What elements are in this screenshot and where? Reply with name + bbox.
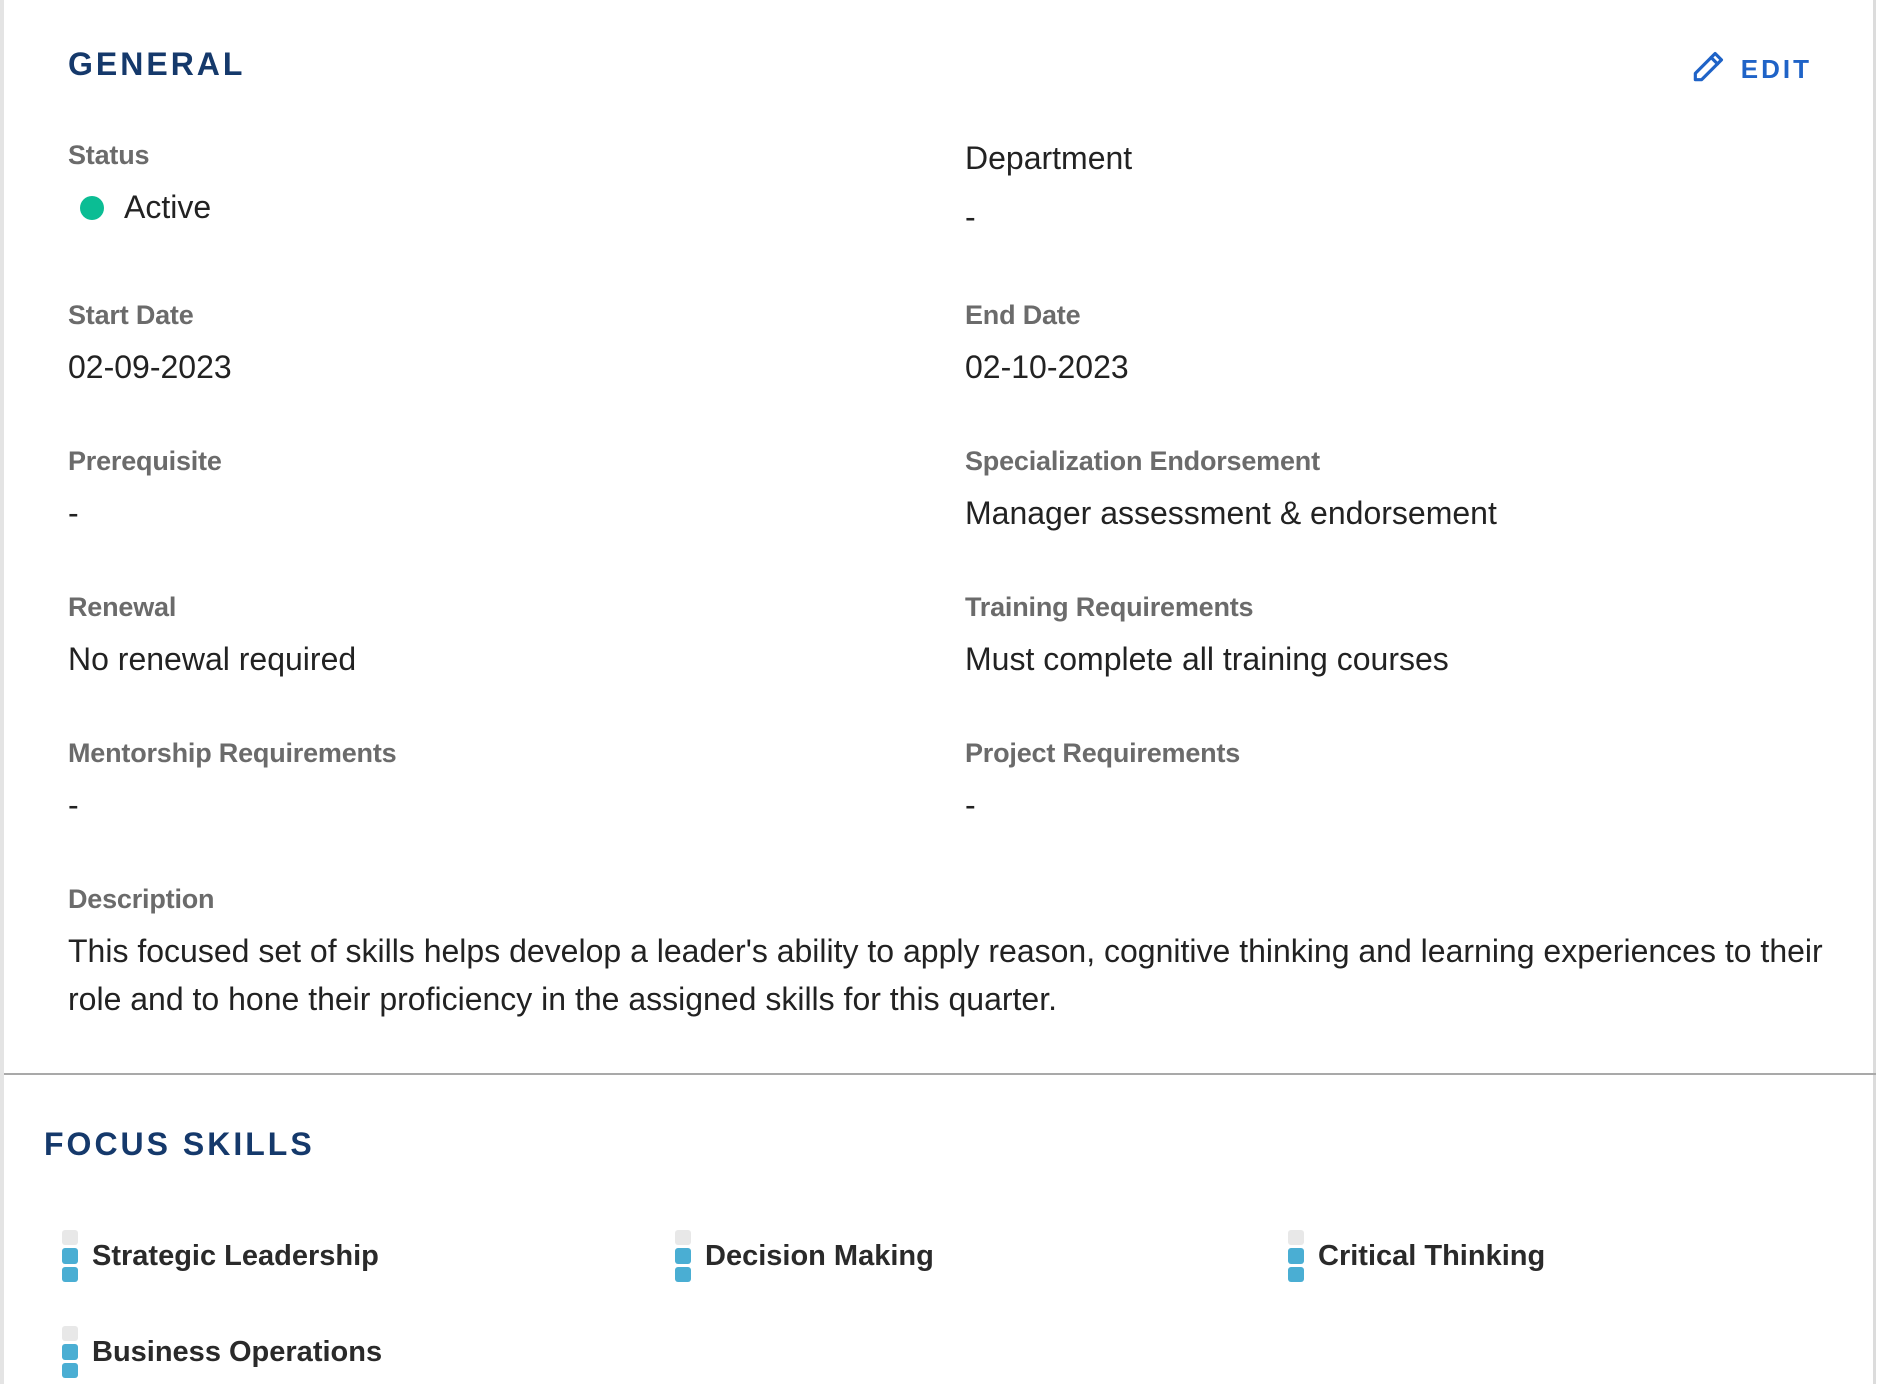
project-field	[965, 738, 1240, 824]
training-label: Training Requirements	[965, 592, 1254, 622]
skill-level-icon	[62, 1326, 78, 1378]
skill-item[interactable]	[62, 1230, 379, 1282]
skill-name: Business Operations	[92, 1335, 383, 1368]
start-date-label: Start Date	[68, 300, 194, 330]
specialization-field	[965, 446, 1497, 532]
section-divider	[4, 1073, 1876, 1075]
prerequisite-field	[68, 446, 222, 532]
department-field	[965, 140, 1132, 236]
skill-item[interactable]	[1288, 1230, 1545, 1282]
prerequisite-value: -	[68, 495, 79, 531]
mentorship-field	[68, 738, 396, 824]
renewal-value: No renewal required	[68, 641, 357, 677]
prerequisite-label: Prerequisite	[68, 446, 222, 476]
skill-name: Strategic Leadership	[92, 1239, 379, 1272]
general-section-title: GENERAL	[68, 46, 246, 82]
edit-label: EDIT	[1740, 54, 1812, 84]
pencil-icon	[1689, 48, 1727, 91]
description-field	[68, 884, 1828, 1023]
status-value	[68, 189, 211, 226]
mentorship-label: Mentorship Requirements	[68, 738, 397, 768]
skill-level-icon	[62, 1230, 78, 1282]
focus-skills-title: FOCUS SKILLS	[44, 1126, 315, 1162]
skill-level-icon	[1288, 1230, 1304, 1282]
end-date-label: End Date	[965, 300, 1081, 330]
description-value: This focused set of skills helps develop a leader's ability to apply reason, cognitive thinking and learning experiences to their role and to hone their proficiency in the assigned skills for this quarter.	[68, 933, 1823, 1017]
status-dot-icon	[80, 196, 104, 220]
end-date-value: 02-10-2023	[965, 349, 1129, 385]
training-value: Must complete all training courses	[965, 641, 1449, 677]
skill-item[interactable]	[675, 1230, 934, 1282]
department-value: -	[965, 199, 976, 235]
mentorship-value: -	[68, 787, 79, 823]
start-date-value: 02-09-2023	[68, 349, 232, 385]
status-field	[68, 140, 211, 226]
department-label: Department	[965, 140, 1133, 176]
specialization-label: Specialization Endorsement	[965, 446, 1320, 476]
edit-button[interactable]	[1689, 48, 1812, 91]
specialization-value: Manager assessment & endorsement	[965, 495, 1497, 531]
status-text: Active	[124, 189, 212, 225]
start-date-field	[68, 300, 232, 386]
project-value: -	[965, 787, 976, 823]
description-label: Description	[68, 884, 215, 914]
project-label: Project Requirements	[965, 738, 1241, 768]
renewal-field	[68, 592, 356, 678]
skill-level-icon	[675, 1230, 691, 1282]
skill-name: Critical Thinking	[1318, 1239, 1546, 1272]
end-date-field	[965, 300, 1129, 386]
skill-item[interactable]	[62, 1326, 382, 1378]
status-label: Status	[68, 140, 150, 170]
skill-name: Decision Making	[705, 1239, 934, 1272]
renewal-label: Renewal	[68, 592, 177, 622]
training-field	[965, 592, 1449, 678]
